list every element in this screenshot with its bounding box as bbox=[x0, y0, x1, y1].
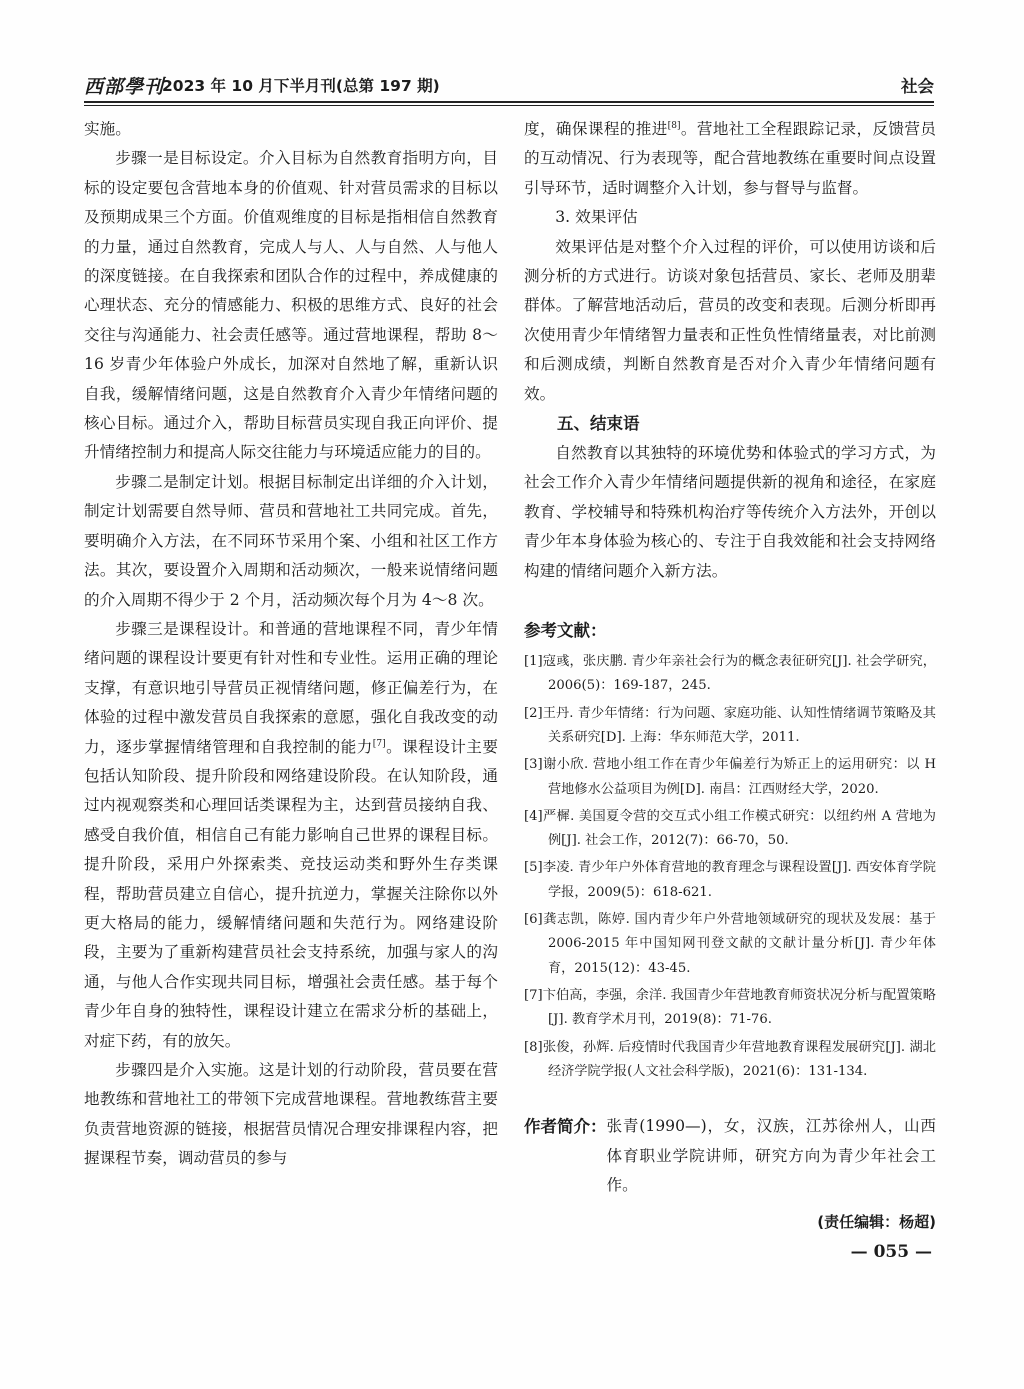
reference-item: [5]李凌. 青少年户外体育营地的教育理念与课程设置[J]. 西安体育学院学报，2009(5)：618-621. bbox=[524, 860, 936, 900]
reference-item: [8]张俊，孙辉. 后疫情时代我国青少年营地教育课程发展研究[J]. 湖北经济学院学报(人文社会科学版)，2021(6)：131-134. bbox=[524, 1039, 936, 1079]
reference-item: [1]寇彧，张庆鹏. 青少年亲社会行为的概念表征研究[J]. 社会学研究，2006(5)：169-187，245. bbox=[524, 654, 936, 694]
references-heading: 参考文献： bbox=[524, 621, 607, 641]
continuation-text-b: 。营地社工全程跟踪记录，反馈营员的互动情况、行为表现等，配合营地教练在重要时间点设置引导环节，适时调整介入计划，参与督导与监督。 bbox=[524, 120, 936, 197]
running-header bbox=[84, 70, 934, 98]
page-number: — 055 — bbox=[850, 1242, 932, 1263]
paragraph-continuation-right bbox=[524, 115, 936, 203]
reference-item: [2]王丹. 青少年情绪：行为问题、家庭功能、认知性情绪调节策略及其关系研究[D]. 上海：华东师范大学，2011. bbox=[524, 705, 936, 745]
paragraph-step-one: 步骤一是目标设定。介入目标为自然教育指明方向，目标的设定要包含营地本身的价值观、针对营员需求的目标以及预期成果三个方面。价值观维度的目标是指相信自然教育的力量，通过自然教育，完成人与人、人与自然、人与他人的深度链接。在自我探索和团队合作的过程中，养成健康的心理状态、充分的情感能力、积极的思维方式、良好的社会交往与沟通能力、社会责任感等。通过营地课程，帮助 8～16 岁青少年体验户外成长，加深对自然地了解，重新认识自我，缓解情绪问题，这是自然教育介入青少年情绪问题的核心目标。通过介入，帮助目标营员实现自我正向评价、提升情绪控制力和提高人际交往能力与环境适应能力的目的。 bbox=[84, 149, 498, 462]
section-heading-conclusion: 五、结束语 bbox=[557, 414, 640, 434]
reference-item: [6]龚志凯，陈婷. 国内青少年户外营地领域研究的现状及发展：基于 2006-2015 年中国知网刊登文献的文献计量分析[J]. 青少年体育，2015(12)：43-45. bbox=[524, 912, 936, 976]
section-label: 社会 bbox=[901, 77, 934, 96]
paragraph-evaluation: 效果评估是对整个介入过程的评价，可以使用访谈和后测分析的方式进行。访谈对象包括营员、家长、老师及朋辈群体。了解营地活动后，营员的改变和表现。后测分析即再次使用青少年情绪智力量表和正性负性情绪量表，对比前测和后测成绩，判断自然教育是否对介入青少年情绪问题有效。 bbox=[524, 237, 936, 403]
paragraph-step-three bbox=[84, 615, 498, 1056]
citation-8: [8] bbox=[667, 120, 681, 131]
citation-7: [7] bbox=[372, 738, 386, 749]
author-bio bbox=[524, 1112, 936, 1200]
responsible-editor: (责任编辑：杨超) bbox=[817, 1213, 936, 1232]
subheading-evaluation: 3. 效果评估 bbox=[555, 208, 638, 227]
author-bio-label: 作者简介： bbox=[524, 1117, 607, 1137]
reference-item: [7]卞伯高，李强，余洋. 我国青少年营地教育师资状况分析与配置策略[J]. 教育学术月刊，2019(8)：71-76. bbox=[524, 987, 936, 1028]
paragraph-conclusion: 自然教育以其独特的环境优势和体验式的学习方式，为社会工作介入青少年情绪问题提供新的视角和途径，在家庭教育、学校辅导和特殊机构治疗等传统介入方法外，开创以青少年本身体验为核心的、专注于自我效能和社会支持网络构建的情绪问题介入新方法。 bbox=[524, 444, 936, 580]
paragraph-continuation: 实施。 bbox=[84, 120, 131, 138]
step-three-text-b: 。课程设计主要包括认知阶段、提升阶段和网络建设阶段。在认知阶段，通过内视观察类和心理回话类课程为主，达到营员接纳自我、感受自我价值，相信自己有能力影响自己世界的课程目标。提升阶段，采用户外探索类、竞技运动类和野外生存类课程，帮助营员建立自信心，提升抗逆力，掌握关注除你以外更大格局的能力，缓解情绪问题和失范行为。网络建设阶段，主要为了重新构建营员社会支持系统，加强与家人的沟通，与他人合作实现共同目标，增强社会责任感。基于每个青少年自身的独特性，课程设计建立在需求分析的基础上，对症下药，有的放矢。 bbox=[84, 737, 498, 1050]
reference-item: [3]谢小欣. 营地小组工作在青少年偏差行为矫正上的运用研究：以 H 营地修水公益项目为例[D]. 南昌：江西财经大学，2020. bbox=[524, 757, 936, 797]
paragraph-step-four: 步骤四是介入实施。这是计划的行动阶段，营员要在营地教练和营地社工的带领下完成营地课程。营地教练营主要负责营地资源的链接，根据营员情况合理安排课程内容，把握课程节奏，调动营员的参与 bbox=[84, 1061, 498, 1168]
journal-logo: 西部學刊 bbox=[84, 76, 165, 98]
step-three-text-a: 步骤三是课程设计。和普通的营地课程不同，青少年情绪问题的课程设计要更有针对性和专业性。运用正确的理论支撑，有意识地引导营员正视情绪问题，修正偏差行为，在体验的过程中激发营员自我探索的意愿，强化自我改变的动力，逐步掌握情绪管理和自我控制的能力 bbox=[84, 619, 498, 756]
paragraph-step-two: 步骤二是制定计划。根据目标制定出详细的介入计划，制定计划需要自然导师、营员和营地社工共同完成。首先，要明确介入方法，在不同环节采用个案、小组和社区工作方法。其次，要设置介入周期和活动频次，一般来说情绪问题的介入周期不得少于 2 个月，活动频次每个月为 4～8 次。 bbox=[84, 472, 498, 609]
reference-item: [4]严樨. 美国夏令营的交互式小组工作模式研究：以纽约州 A 营地为例[J]. 社会工作，2012(7)：66-70，50. bbox=[524, 808, 936, 849]
author-bio-text: 张青(1990—)，女，汉族，江苏徐州人，山西体育职业学院讲师，研究方向为青少年社会工作。 bbox=[606, 1117, 936, 1194]
reference-list bbox=[524, 650, 936, 1084]
right-column bbox=[524, 115, 936, 1262]
header-rule-thick bbox=[84, 101, 934, 103]
header-rule-thin bbox=[84, 105, 934, 106]
issue-info: 2023 年 10 月下半月刊(总第 197 期) bbox=[162, 77, 440, 95]
left-column bbox=[84, 115, 498, 1174]
continuation-text-a: 度，确保课程的推进 bbox=[524, 120, 668, 138]
